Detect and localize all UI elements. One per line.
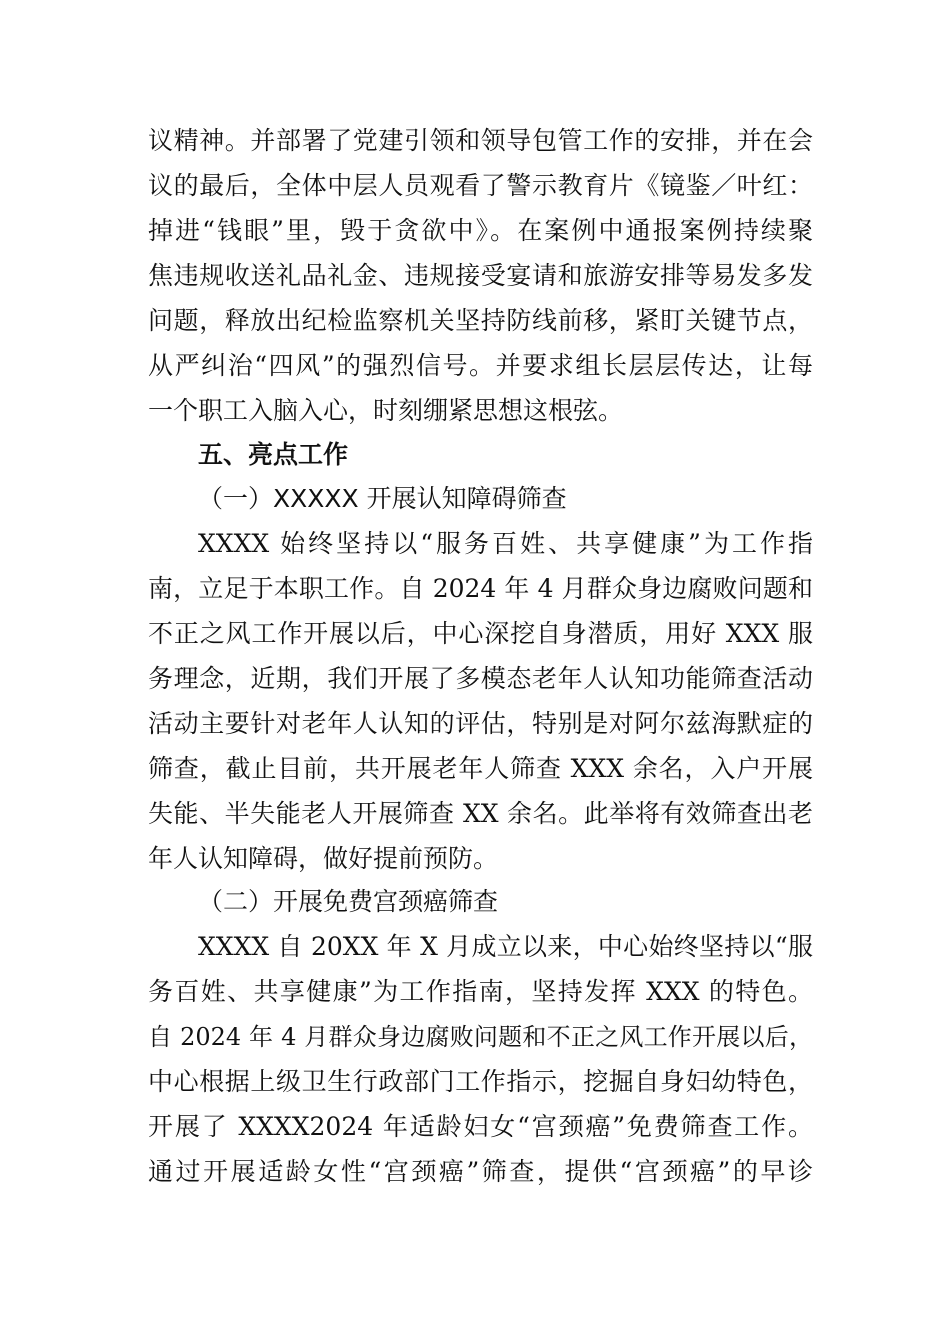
paragraph-line: 掉进“钱眼”里，毁于贪欲中》。在案例中通报案例持续聚 [148,216,813,245]
paragraph-line: 开展了 XXXX2024 年适龄妇女“宫颈癌”免费筛查工作。 [148,1112,813,1141]
paragraph-line: 自 2024 年 4 月群众身边腐败问题和不正之风工作开展以后， [148,1023,813,1051]
paragraph-line: 议的最后，全体中层人员观看了警示教育片《镜鉴／叶红： [148,171,813,200]
section-heading: 五、亮点工作 [198,440,349,469]
paragraph-line: XXXX 始终坚持以“服务百姓、共享健康”为工作指 [198,529,813,558]
subsection-heading: （一）XXXXX 开展认知障碍筛查 [198,484,567,513]
paragraph-line: 南，立足于本职工作。自 2024 年 4 月群众身边腐败问题和 [148,574,813,603]
paragraph-line: 议精神。并部署了党建引领和领导包管工作的安排，并在会 [148,126,813,155]
paragraph-line: 焦违规收送礼品礼金、违规接受宴请和旅游安排等易发多发 [148,261,813,290]
paragraph-line: 不正之风工作开展以后，中心深挖自身潜质，用好 XXX 服 [148,619,813,648]
paragraph-line: 从严纠治“四风”的强烈信号。并要求组长层层传达，让每 [148,351,813,380]
paragraph-line: XXXX 自 20XX 年 X 月成立以来，中心始终坚持以“服 [198,932,813,961]
paragraph-line: 中心根据上级卫生行政部门工作指示，挖掘自身妇幼特色， [148,1067,813,1096]
paragraph-line: 年人认知障碍，做好提前预防。 [148,844,499,873]
paragraph-line: 通过开展适龄女性“宫颈癌”筛查，提供“宫颈癌”的早诊 [148,1157,813,1186]
paragraph-line: 问题，释放出纪检监察机关坚持防线前移，紧盯关键节点， [148,306,813,335]
subsection-heading: （二）开展免费宫颈癌筛查 [198,887,499,916]
paragraph-line: 务理念，近期，我们开展了多模态老年人认知功能筛查活动 [148,664,813,693]
paragraph-line: 筛查，截止目前，共开展老年人筛查 XXX 余名，入户开展 [148,754,813,783]
paragraph-line: 失能、半失能老人开展筛查 XX 余名。此举将有效筛查出老 [148,799,813,828]
paragraph-line: 活动主要针对老年人认知的评估，特别是对阿尔兹海默症的 [148,709,813,738]
paragraph-line: 一个职工入脑入心，时刻绷紧思想这根弦。 [148,396,624,425]
paragraph-line: 务百姓、共享健康”为工作指南，坚持发挥 XXX 的特色。 [148,977,813,1006]
